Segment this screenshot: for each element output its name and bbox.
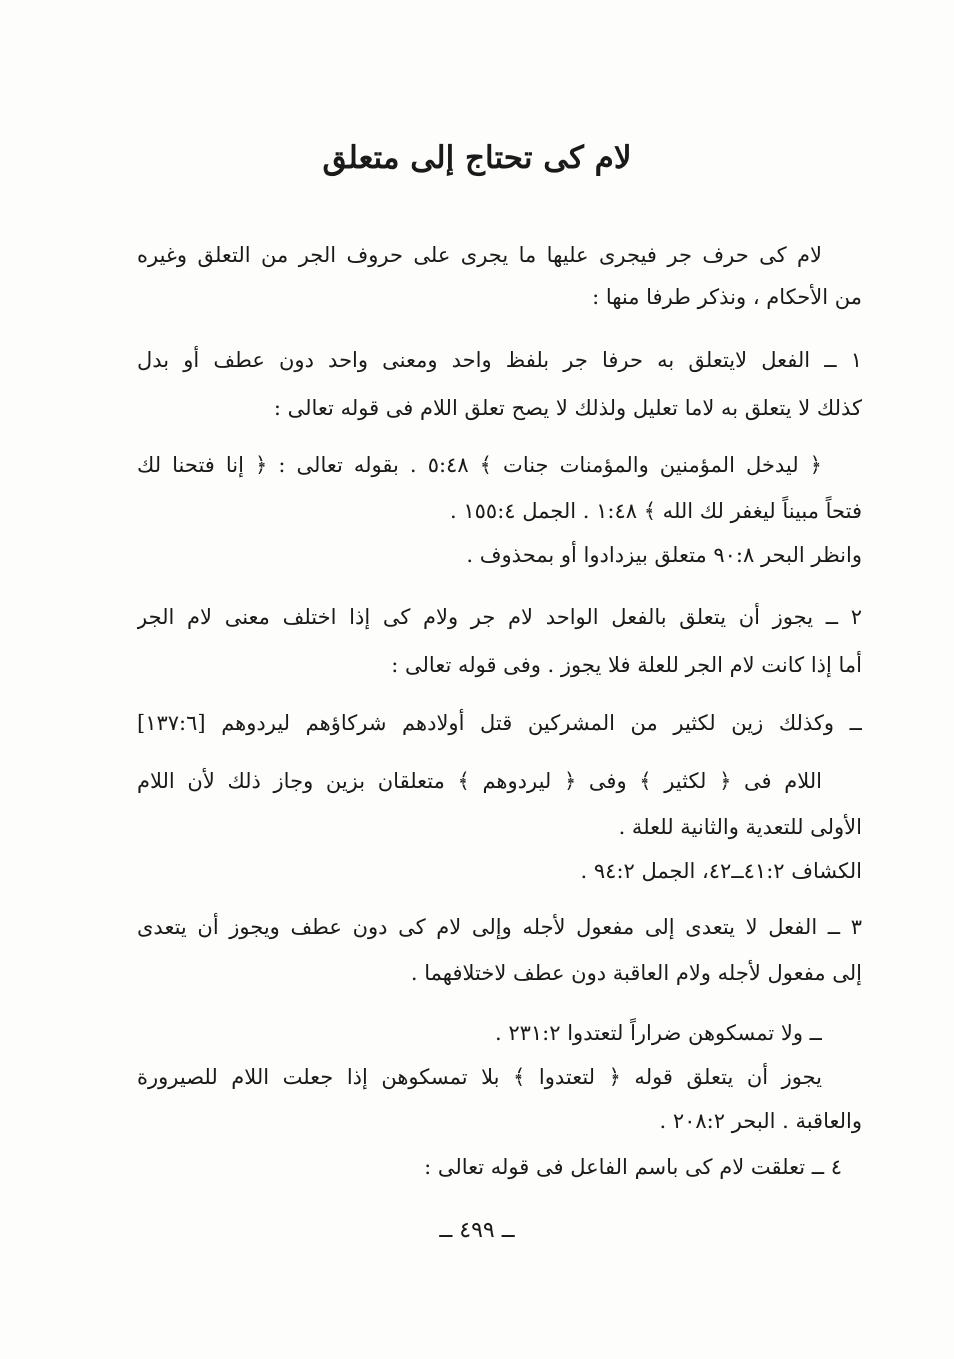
text-line: إلى مفعول لأجله ولام العاقبة دون عطف لاختلافهما . (410, 961, 862, 985)
text-line: ٣ ــ الفعل لا يتعدى إلى مفعول لأجله وإلى لام كى دون عطف ويجوز أن يتعدى (137, 915, 862, 939)
text-line: الكشاف ٤١:٢ــ٤٢، الجمل ٩٤:٢ . (580, 859, 862, 883)
page-number: ــ ٤٩٩ ــ (439, 1218, 515, 1243)
text-line: كذلك لا يتعلق به لاما تعليل ولذلك لا يصح تعلق اللام فى قوله تعالى : (273, 396, 862, 420)
text-line: ٢ ــ يجوز أن يتعلق بالفعل الواحد لام جر ولام كى إذا اختلف معنى لام الجر (137, 605, 862, 629)
text-line: ﴿ ليدخل المؤمنين والمؤمنات جنات ﴾ ٥:٤٨ . بقوله تعالى : ﴿ إنا فتحنا لك (137, 453, 822, 477)
text-line: الأولى للتعدية والثانية للعلة . (618, 815, 862, 839)
text-line: لام كى حرف جر فيجرى عليها ما يجرى على حروف الجر من التعلق وغيره (137, 243, 822, 267)
text-line: ٤ ــ تعلقت لام كى باسم الفاعل فى قوله تعالى : (424, 1155, 842, 1179)
text-line: من الأحكام ، ونذكر طرفا منها : (592, 285, 862, 309)
text-line: يجوز أن يتعلق قوله ﴿ لتعتدوا ﴾ بلا تمسكوهن إذا جعلت اللام للصيرورة (137, 1065, 822, 1089)
text-line: والعاقبة . البحر ٢٠٨:٢ . (659, 1109, 862, 1133)
text-line: ــ وكذلك زين لكثير من المشركين قتل أولادهم شركاؤهم ليردوهم [١٣٧:٦] (137, 711, 862, 735)
page-title: لام كى تحتاج إلى متعلق (322, 140, 632, 176)
text-line: فتحاً مبيناً ليغفر لك الله ﴾ ١:٤٨ . الجمل ١٥٥:٤ . (450, 499, 862, 523)
text-line: ١ ــ الفعل لايتعلق به حرفا جر بلفظ واحد ومعنى واحد دون عطف أو بدل (137, 348, 862, 372)
text-line: ــ ولا تمسكوهن ضراراً لتعتدوا ٢٣١:٢ . (494, 1021, 822, 1045)
text-line: أما إذا كانت لام الجر للعلة فلا يجوز . وفى قوله تعالى : (391, 653, 862, 677)
text-line: اللام فى ﴿ لكثير ﴾ وفى ﴿ ليردوهم ﴾ متعلقان بزين وجاز ذلك لأن اللام (137, 769, 822, 793)
text-line: وانظر البحر ٩٠:٨ متعلق بيزدادوا أو بمحذوف . (466, 543, 862, 567)
